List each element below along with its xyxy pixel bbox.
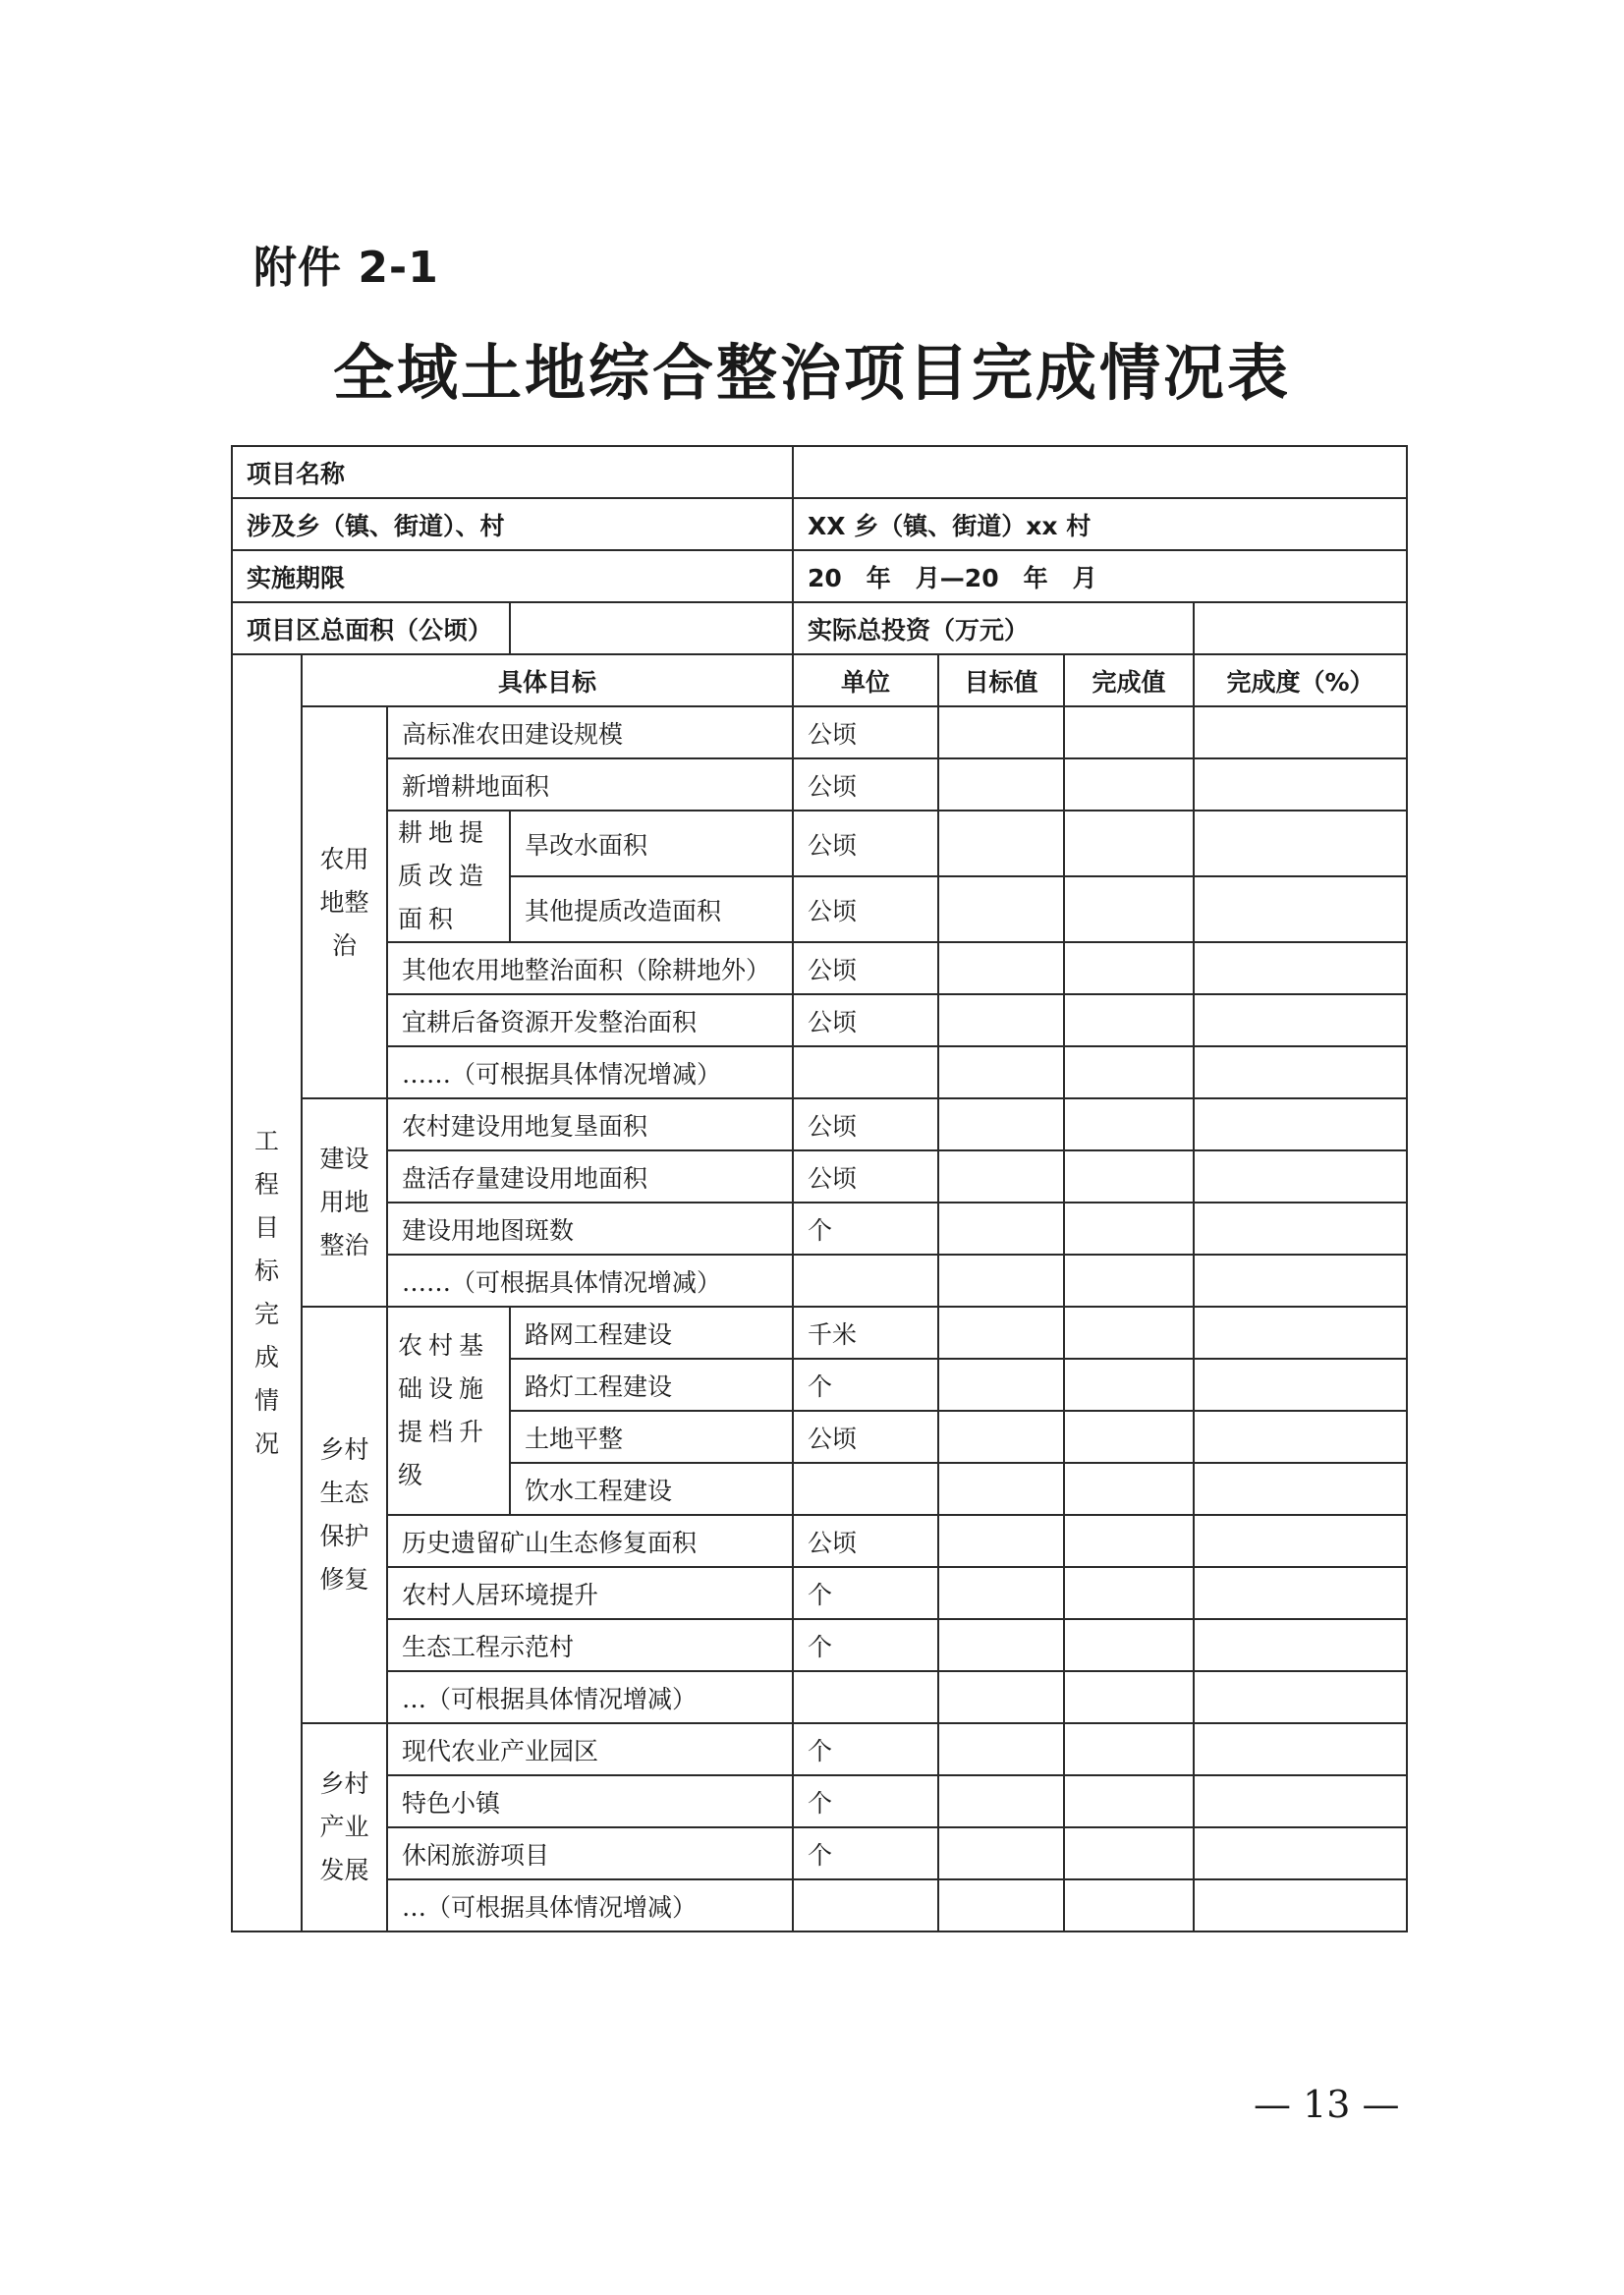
- row-item: ……（可根据具体情况增减）: [387, 1046, 793, 1098]
- area-label: 项目区总面积（公顷）: [232, 602, 510, 654]
- row-item: …（可根据具体情况增减）: [387, 1671, 793, 1723]
- table-row: [232, 1098, 1407, 1150]
- table-row: [232, 1879, 1407, 1931]
- row-unit: 公顷: [793, 1515, 938, 1567]
- row-unit: 个: [793, 1723, 938, 1775]
- row-period: [232, 550, 1407, 602]
- row-unit: 个: [793, 1775, 938, 1827]
- row-unit: 个: [793, 1203, 938, 1255]
- row-item: 路网工程建设: [510, 1307, 793, 1359]
- col-target: 具体目标: [302, 654, 793, 706]
- row-unit: [793, 1463, 938, 1515]
- col-target-value: 目标值: [938, 654, 1064, 706]
- row-unit: [793, 1255, 938, 1307]
- table-row: [232, 1827, 1407, 1879]
- row-unit: 个: [793, 1619, 938, 1671]
- row-item: 旱改水面积: [510, 811, 793, 876]
- row-item: 农村建设用地复垦面积: [387, 1098, 793, 1150]
- row-unit: 千米: [793, 1307, 938, 1359]
- section-label: 工程目标完成情况: [232, 654, 302, 1931]
- table-row: [232, 1046, 1407, 1098]
- investment-label: 实际总投资（万元）: [793, 602, 1194, 654]
- row-item: 路灯工程建设: [510, 1359, 793, 1411]
- table-row: [232, 942, 1407, 994]
- table-row: [232, 1255, 1407, 1307]
- completion-table: [231, 445, 1408, 1932]
- row-unit: [793, 1046, 938, 1098]
- period-label: 实施期限: [232, 550, 793, 602]
- group-farmland: 农用地整治: [302, 706, 387, 1098]
- row-unit: 公顷: [793, 942, 938, 994]
- group-ecology: 乡村生态保护修复: [302, 1307, 387, 1723]
- table-row: [232, 1307, 1407, 1359]
- group-farmland-sub: 耕地提质改造面积: [387, 811, 510, 942]
- table-row: [232, 758, 1407, 811]
- table-row: [232, 1671, 1407, 1723]
- row-unit: 公顷: [793, 1150, 938, 1203]
- row-unit: [793, 1671, 938, 1723]
- table-row: [232, 994, 1407, 1046]
- row-item: 特色小镇: [387, 1775, 793, 1827]
- period-value: 20 年 月—20 年 月: [793, 550, 1407, 602]
- row-item: 建设用地图斑数: [387, 1203, 793, 1255]
- area-value: [510, 602, 793, 654]
- row-item: 现代农业产业园区: [387, 1723, 793, 1775]
- row-item: 高标准农田建设规模: [387, 706, 793, 758]
- row-column-header: [232, 654, 1407, 706]
- row-item: 历史遗留矿山生态修复面积: [387, 1515, 793, 1567]
- table-row: [232, 1619, 1407, 1671]
- row-unit: 个: [793, 1827, 938, 1879]
- table-row: [232, 1723, 1407, 1775]
- row-unit: 公顷: [793, 706, 938, 758]
- project-name-label: 项目名称: [232, 446, 793, 498]
- row-item: 生态工程示范村: [387, 1619, 793, 1671]
- col-unit: 单位: [793, 654, 938, 706]
- row-item: …（可根据具体情况增减）: [387, 1879, 793, 1931]
- group-construction: 建设用地整治: [302, 1098, 387, 1307]
- row-item: 宜耕后备资源开发整治面积: [387, 994, 793, 1046]
- row-unit: 公顷: [793, 1411, 938, 1463]
- row-unit: 公顷: [793, 811, 938, 876]
- col-completed-value: 完成值: [1064, 654, 1194, 706]
- location-label: 涉及乡（镇、街道）、村: [232, 498, 793, 550]
- row-unit: 个: [793, 1567, 938, 1619]
- table-row: [232, 1515, 1407, 1567]
- row-item: 其他提质改造面积: [510, 876, 793, 942]
- table-row: [232, 1203, 1407, 1255]
- table-row: [232, 706, 1407, 758]
- page-title: 全域土地综合整治项目完成情况表: [332, 337, 1291, 409]
- row-project-name: [232, 446, 1407, 498]
- investment-value: [1194, 602, 1407, 654]
- row-location: [232, 498, 1407, 550]
- col-completion-rate: 完成度（%）: [1194, 654, 1407, 706]
- group-industry: 乡村产业发展: [302, 1723, 387, 1931]
- page-number: — 13 —: [1254, 2083, 1400, 2126]
- row-item: 饮水工程建设: [510, 1463, 793, 1515]
- row-unit: 公顷: [793, 758, 938, 811]
- row-item: 土地平整: [510, 1411, 793, 1463]
- row-item: ……（可根据具体情况增减）: [387, 1255, 793, 1307]
- table-row: [232, 1150, 1407, 1203]
- group-ecology-sub: 农村基础设施提档升级: [387, 1307, 510, 1515]
- row-area-investment: [232, 602, 1407, 654]
- table-row: [232, 1567, 1407, 1619]
- row-item: 盘活存量建设用地面积: [387, 1150, 793, 1203]
- row-item: 新增耕地面积: [387, 758, 793, 811]
- row-unit: 公顷: [793, 876, 938, 942]
- row-unit: 公顷: [793, 994, 938, 1046]
- row-item: 其他农用地整治面积（除耕地外）: [387, 942, 793, 994]
- table-row: [232, 1775, 1407, 1827]
- row-unit: [793, 1879, 938, 1931]
- project-name-value: [793, 446, 1407, 498]
- location-value: XX 乡（镇、街道）xx 村: [793, 498, 1407, 550]
- row-item: 农村人居环境提升: [387, 1567, 793, 1619]
- row-unit: 公顷: [793, 1098, 938, 1150]
- table-row: [232, 811, 1407, 876]
- row-item: 休闲旅游项目: [387, 1827, 793, 1879]
- row-unit: 个: [793, 1359, 938, 1411]
- attachment-label: 附件 2-1: [253, 243, 439, 293]
